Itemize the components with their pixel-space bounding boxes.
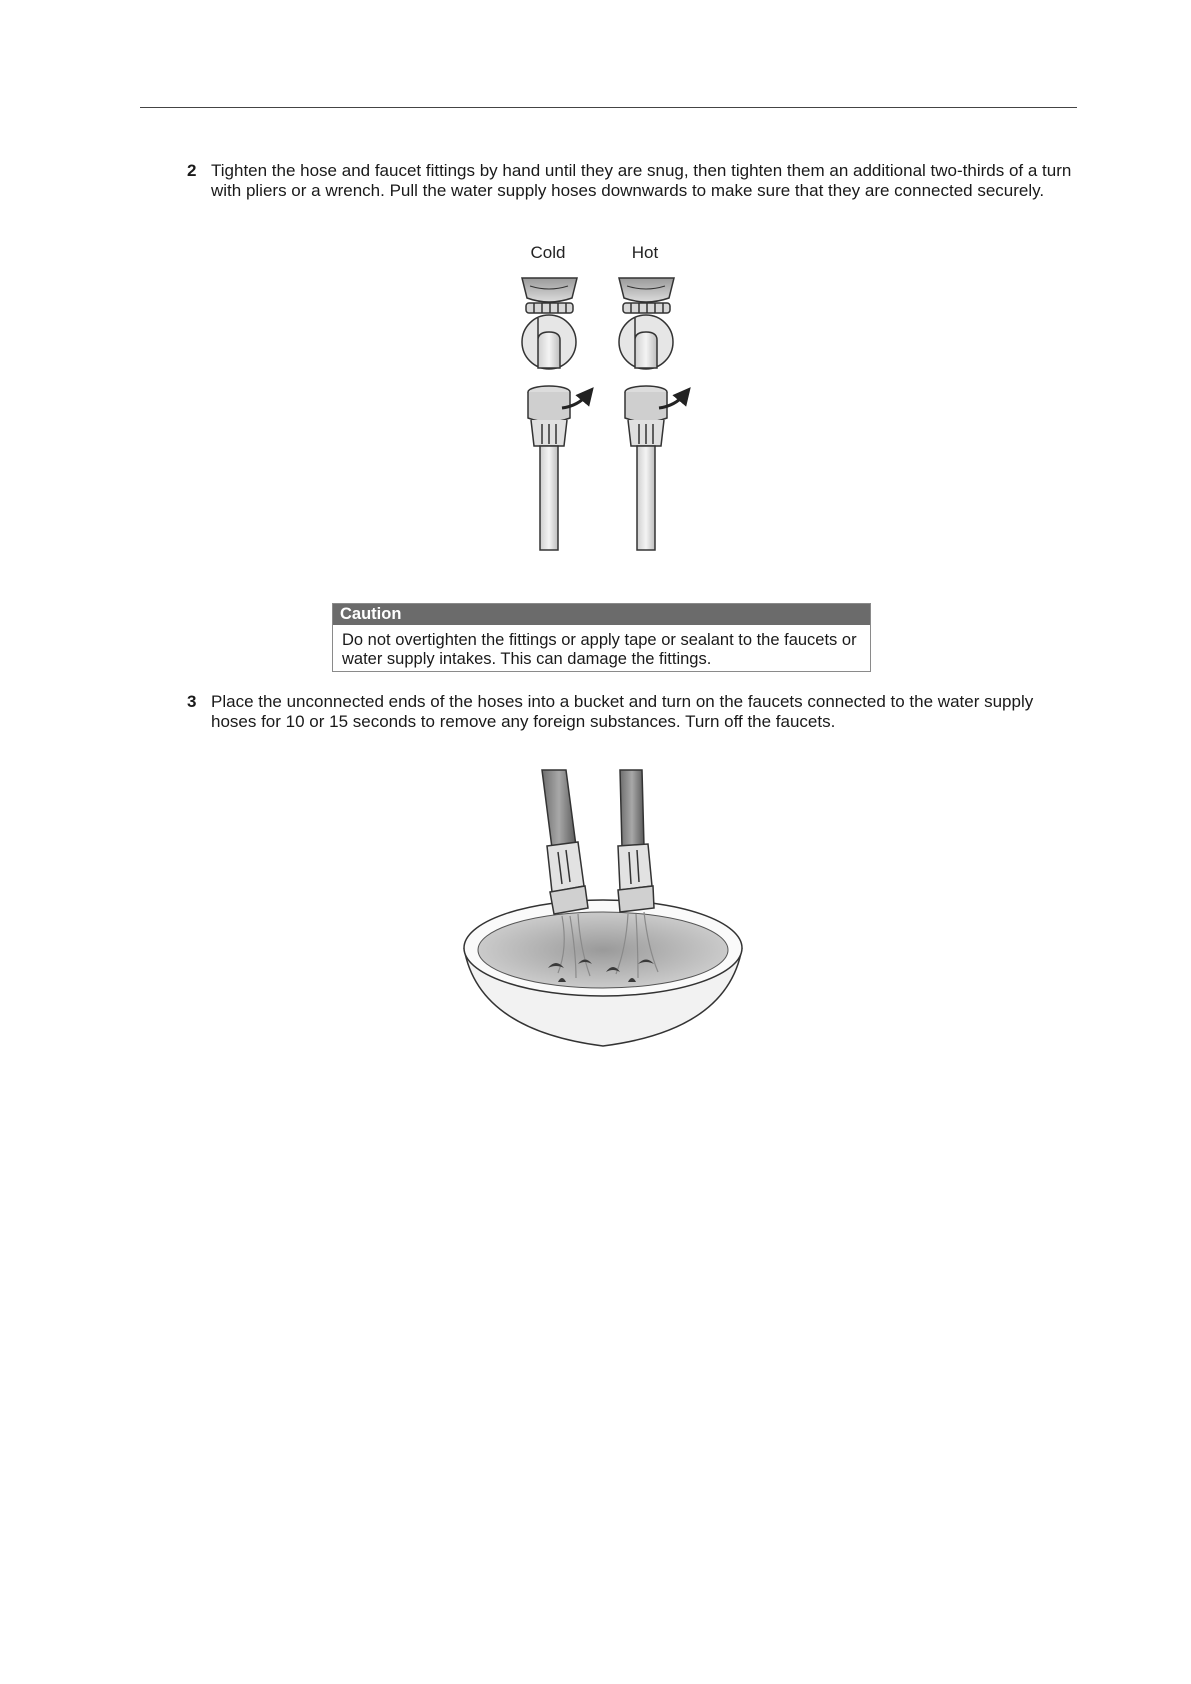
hot-hose-icon — [625, 386, 685, 550]
step-number: 2 — [187, 161, 197, 180]
bucket-icon — [464, 900, 742, 1046]
step-number: 3 — [187, 692, 197, 711]
right-hose-icon — [618, 770, 654, 912]
step-text: Tighten the hose and faucet fittings by hand until they are snug, then tighten them an additional two-thirds of a turn with pliers or a wrench. Pull the water supply hoses downwards to make sure that they are connected securely. — [211, 161, 1072, 200]
caution-title: Caution — [333, 604, 870, 625]
left-hose-icon — [542, 770, 588, 914]
cold-hose-icon — [528, 386, 588, 550]
caution-text: Do not overtighten the fittings or apply tape or sealant to the faucets or water supply intakes. This can damage the fittings. — [342, 631, 857, 668]
cold-faucet-icon — [522, 278, 577, 369]
hot-label: Hot — [631, 243, 659, 262]
hoses-in-bucket-illustration — [458, 768, 748, 1053]
faucet-hose-illustration — [500, 240, 700, 555]
caution-box — [332, 603, 871, 672]
step-2 — [187, 161, 1077, 200]
step-text: Place the unconnected ends of the hoses into a bucket and turn on the faucets connected to the water supply hoses for 10 or 15 seconds to remove any foreign substances. Turn off the faucets. — [211, 692, 1034, 731]
cold-label: Cold — [530, 243, 566, 262]
step-3 — [187, 692, 1077, 731]
hot-faucet-icon — [619, 278, 674, 369]
header-rule — [140, 107, 1077, 108]
